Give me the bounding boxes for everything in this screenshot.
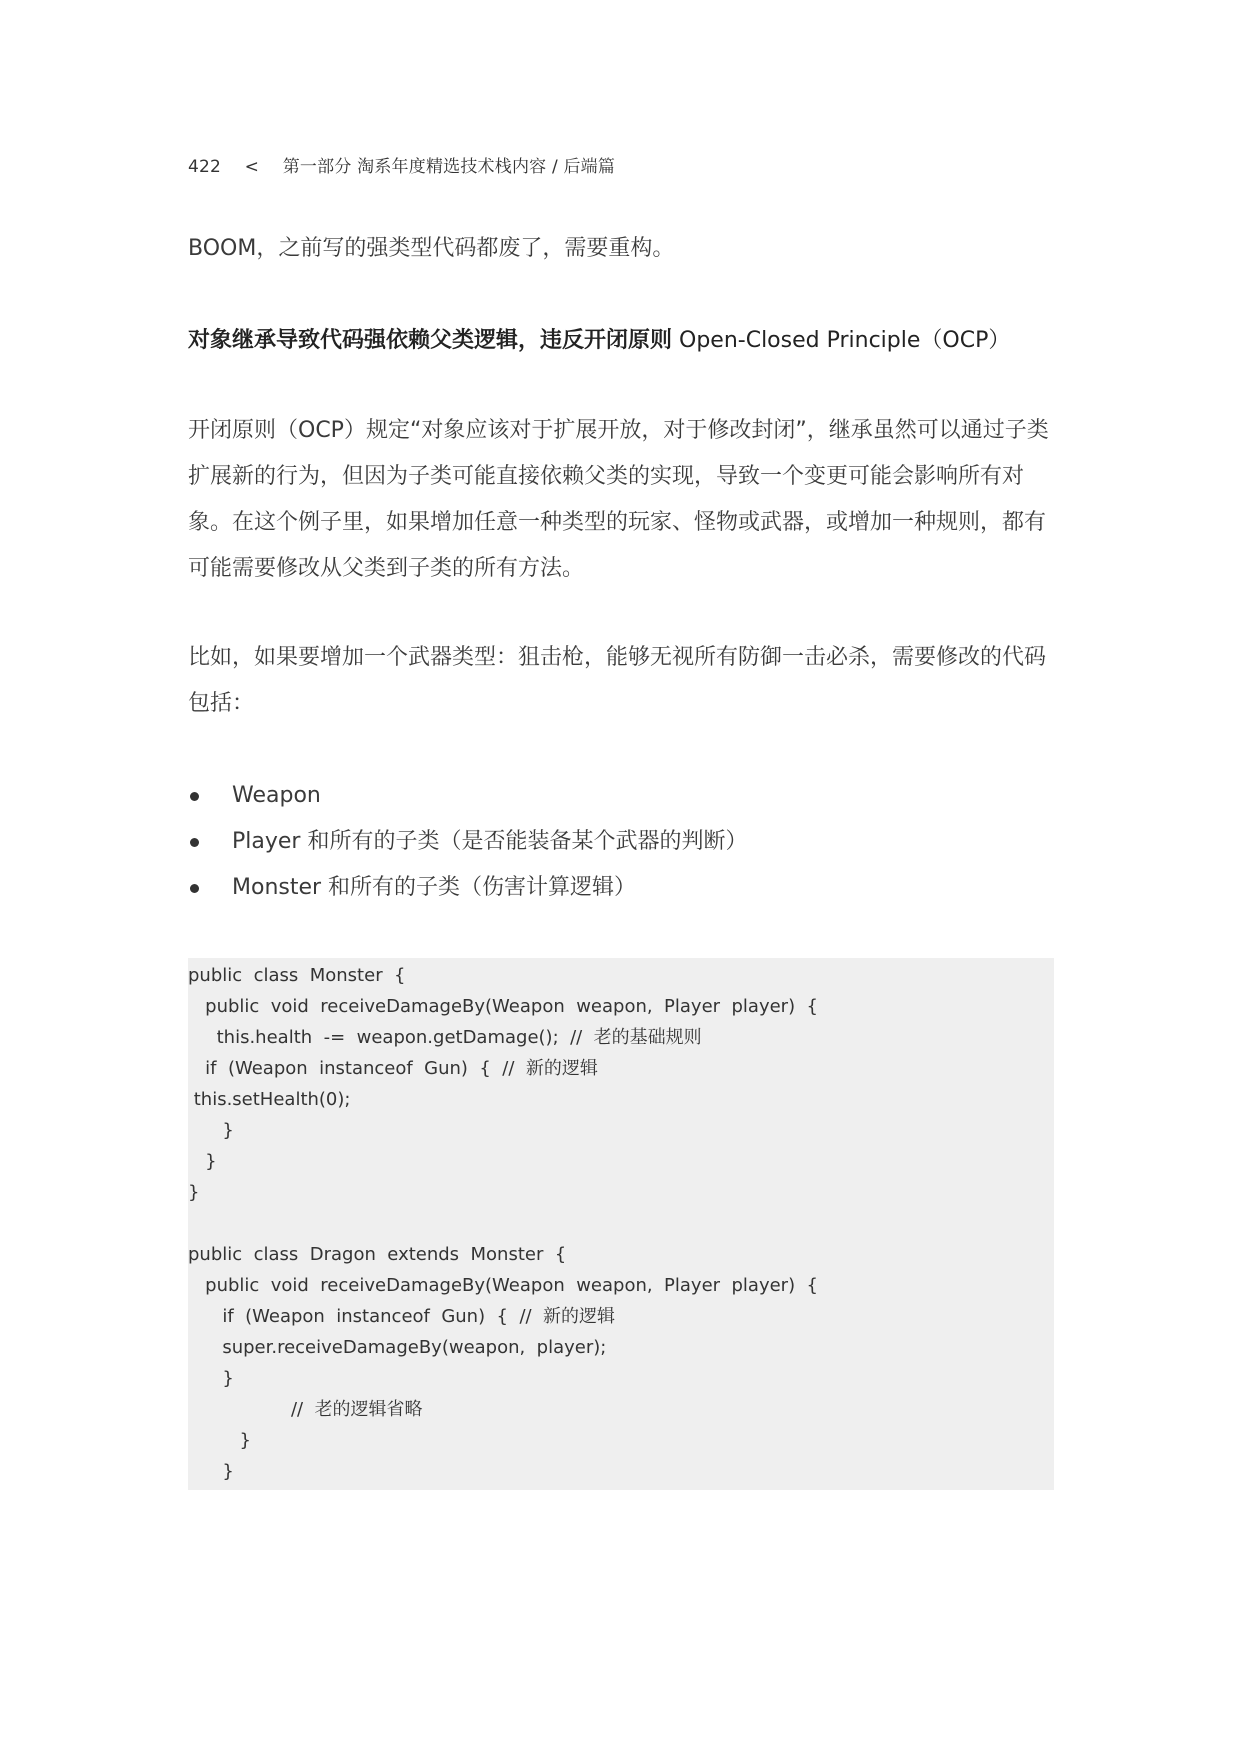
paragraph-example: 比如，如果要增加一个武器类型：狙击枪，能够无视所有防御一击必杀，需要修改的代码包括：	[188, 645, 1047, 716]
list-item-text: Player 和所有的子类（是否能装备某个武器的判断）	[232, 829, 748, 854]
code-line: this.setHealth(0);	[188, 1089, 351, 1110]
code-line: if (Weapon instanceof Gun) { // 新的逻辑	[188, 1058, 598, 1079]
list-item	[188, 865, 747, 911]
code-line: }	[188, 1461, 234, 1482]
bullet-dot-icon	[190, 792, 199, 801]
paragraph-ocp: 开闭原则（OCP）规定“对象应该对于扩展开放，对于修改封闭”，继承虽然可以通过子类扩展新的行为，但因为子类可能直接依赖父类的实现，导致一个变更可能会影响所有对象。在这个例子里，如果增加任意一种类型的玩家、怪物或武器，或增加一种规则，都有可能需要修改从父类到子类的所有方法。	[188, 418, 1049, 581]
code-line: public void receiveDamageBy(Weapon weapon, Player player) {	[188, 1275, 818, 1296]
section-heading	[188, 318, 1054, 364]
code-line: public class Monster {	[188, 965, 406, 986]
code-line: // 老的逻辑省略	[188, 1399, 423, 1420]
code-line: }	[188, 1120, 234, 1141]
header-separator: <	[244, 157, 260, 177]
list-item	[188, 773, 747, 819]
code-line: public class Dragon extends Monster {	[188, 1244, 567, 1265]
code-line: }	[188, 1430, 251, 1451]
code-line: this.health -= weapon.getDamage(); // 老的基础规则	[188, 1027, 702, 1048]
code-line: }	[188, 1182, 200, 1203]
header-breadcrumb: 第一部分 淘系年度精选技术栈内容 / 后端篇	[282, 157, 616, 177]
code-block	[188, 958, 1054, 1490]
running-header	[188, 152, 615, 177]
bullet-dot-icon	[190, 838, 199, 847]
page-number: 422	[188, 157, 222, 177]
list-item-text: Monster 和所有的子类（伤害计算逻辑）	[232, 875, 637, 900]
code-line: }	[188, 1368, 234, 1389]
bullet-list	[188, 773, 747, 911]
code-line: super.receiveDamageBy(weapon, player);	[188, 1337, 607, 1358]
list-item-text: Weapon	[232, 783, 321, 808]
heading-bold-text: 对象继承导致代码强依赖父类逻辑，违反开闭原则	[188, 328, 673, 353]
bullet-dot-icon	[190, 884, 199, 893]
code-line: }	[188, 1151, 217, 1172]
list-item	[188, 819, 747, 865]
code-line: if (Weapon instanceof Gun) { // 新的逻辑	[188, 1306, 616, 1327]
paragraph-boom: BOOM，之前写的强类型代码都废了，需要重构。	[188, 236, 675, 261]
code-line: public void receiveDamageBy(Weapon weapon, Player player) {	[188, 996, 818, 1017]
heading-principle-text: Open-Closed Principle（OCP）	[672, 328, 1011, 353]
code-line	[188, 1208, 1054, 1239]
